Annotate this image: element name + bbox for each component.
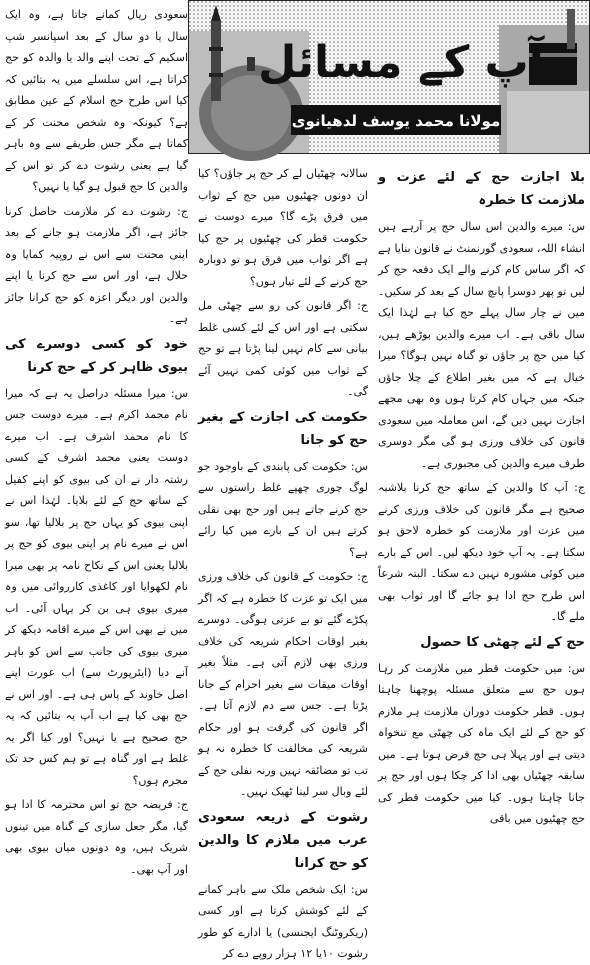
answer-text: ج: اگر قانون کی رو سے چھٹی مل سکتی ہے اور اس کے لئے کسی غلط بیانی سے کام نہیں لینا پڑتا ہے تو حج کے ثواب میں کوئی کمی نہیں آئے گی۔ — [198, 299, 368, 398]
question-text: س: میرا مسئلہ دراصل یہ ہے کہ میرا نام محمد اکرم ہے۔ میرے دوست جس کا نام محمد اشرف ہے۔ اب میرے دوست یعنی محمد اشرف کے کسی رشتہ دار نے ان کی بیوی کو اپنے کفیل کے ساتھ حج کے لئے بلایا۔ لہٰذا اس نے اپنی بیوی کو یہاں حج پر بلالیا تھا، سو اس نے میرے نام پر اپنی بیوی کو حج پر بلالیا یعنی اس کے نکاح نامہ پر بھی میرا نام لکھوایا اور کاغذی کارروائی میں وہ میری بیوی ہی بن کر یہاں آئی۔ اب میں نے بھی اس کے میرے اقامہ دیکھ کر میری بیوی کی جانب سے اس کو باہر آنے دیا (ایئرپورٹ سے) اب عورت اپنے اصل خاوند کے پاس ہی ہے۔ اور اس نے حج بھی کیا ہے اب آپ یہ بتائیں کہ یہ حج صحیح ہے یا نہیں؟ اور کیا اگر یہ غلط ہے اور گناہ ہے تو ہم کس حد تک مجرم ہوں؟ — [5, 386, 188, 787]
column-banner — [188, 0, 590, 154]
question-heading: حج کے لئے چھٹی کا حصول — [420, 634, 585, 650]
banner-title: آپ کے مسائل — [258, 37, 544, 88]
article-column-middle — [198, 163, 368, 960]
answer-text: ج: رشوت دے کر ملازمت حاصل کرنا جائز ہے، اگر ملازمت ہو جانے کے بعد اپنی محنت سے اس نے روپیہ کمایا وہ حلال ہے، اور اس سے حج کرنا یا اپنے والدین اور دیگر اعزہ کو حج کرانا جائز ہے۔ — [5, 204, 188, 325]
question-heading: حکومت کی اجازت کے بغیر حج کو جانا — [198, 409, 368, 448]
answer-text: ج: حکومت کے قانون کی خلاف ورزی میں ایک تو عزت کا خطرہ ہے کہ اگر پکڑے گئے تو بے عزتی ہوگی۔ دوسرے بغیر اوقات احکام شریعہ کی خلاف ورزی بھی لازم آتی ہے۔ مثلاً بغیر اوقات میقات سے بغیر احرام کے جانا پڑتا ہے۔ جس سے دم لازم آتا ہے۔ اگر قانون کی گرفت ہو اور حکام شریعہ کی مخالفت کا خطرہ نہ ہو تب تو مضائقہ نہیں ورنہ نفلی حج کے لئے وبال سر لینا ٹھیک نہیں۔ — [198, 570, 368, 798]
question-heading: خود کو کسی دوسرے کی بیوی ظاہر کر کے حج کرنا — [5, 336, 188, 375]
question-text: س: حکومت کی پابندی کے باوجود جو لوگ چوری چھپے غلط راستوں سے حج کرنے جاتے ہیں اور حج بھی نقلی کرتے ہیں ان کے بارے میں کیا رائے ہے؟ — [198, 459, 368, 559]
question-text: س: میں حکومت قطر میں ملازمت کر رہا ہوں حج سے متعلق مسئلہ پوچھنا چاہتا ہوں۔ قطر حکومت دوران ملازمت ہر ملازم کو حج کے لئے ایک ماہ کی چھٹی مع تنخواہ دیتی ہے اور پہلا ہی حج فرض ہوتا ہے۔ میں سابقہ چھٹیاں بھی ادا کر چکا ہوں اور حج پر جانا چاہتا ہوں۔ کیا میں حکومت قطر کی حج چھٹیوں میں باقی — [378, 661, 585, 825]
question-heading: بلا اجازت حج کے لئے عزت و ملازمت کا خطرہ — [378, 170, 585, 208]
question-text: سالانہ چھٹیاں لے کر حج پر جاؤں؟ کیا ان دونوں چھٹیوں میں حج کے ثواب میں فرق پڑے گا؟ میرے دوست نے حکومت قطر کی چھٹیوں پر حج کیا ہے اگر ثواب میں فرق ہو تو دوبارہ حج کرنے کے لئے تیار ہوں؟ — [198, 167, 368, 288]
answer-text: ج: آپ کا والدین کے ساتھ حج کرنا بلاشبہ صحیح ہے مگر قانون کی خلاف ورزی کرنے میں عزت اور ملازمت کو خطرہ لاحق ہو سکتا ہے۔ یہ آپ خود دیکھ لیں۔ اس کے بارے میں کوئی مشورہ نہیں دے سکتا۔ البتہ شرعاً اس طرح حج ادا ہو جائے گا اور ثواب بھی ملے گا۔ — [378, 481, 585, 623]
banner-artwork — [189, 1, 589, 153]
article-column-right — [378, 163, 585, 825]
question-text: سعودی ریال کمانے جاتا ہے، وہ ایک سال یا دو سال کے بعد اسپانسر شپ اسکیم کے تحت اپنے والد یا والدہ کو حج کراتا ہے، اس سلسلے میں یہ بتائیں کہ کیا اس طرح حج اسلام کے عین مطابق ہے؟ کیونکہ وہ شخص محنت کر کے کماتا ہے مگر جس طریقے سے وہ باہر گیا ہے یعنی رشوت دے کر تو اس کے والدین کا حج قبول ہو گیا یا نہیں؟ — [5, 8, 188, 193]
banner-author: مولانا محمد یوسف لدھیانوی — [291, 112, 501, 130]
question-text: س: میرے والدین اس سال حج پر آرہے ہیں انشاء اللہ، سعودی گورنمنٹ نے قانون بنایا ہے کہ اگر ساس کام کرنے والے ایک دفعہ حج کر لیں تو پھر دوسرا پانچ سال کے بعد کر سکیں۔ میں نے چار سال پہلے حج کیا ہے لہٰذا ایک سال باقی ہے۔ اب میرے والدین بوڑھے ہیں، کیا میں حج پر جاؤں تو گناہ نہیں ہوگا؟ میرا خیال ہے کہ میں بغیر اطلاع کے چلا جاؤں جبکہ میں جہاں کام کرتا ہوں وہ بھی مجھے اجازت نہیں دیں گے، اس معاملہ میں سعودی قانون کی خلاف ورزی ہو گی مگر دوسری طرف میرے والدین کی مجبوری ہے۔ — [378, 220, 585, 470]
answer-text: ج: فریضہ حج تو اس محترمہ کا ادا ہو گیا، مگر جعل سازی کے گناہ میں تینوں شریک ہیں، وہ دونوں میاں بیوی بھی اور آپ بھی۔ — [5, 798, 188, 876]
question-text: س: ایک شخص ملک سے باہر کمانے کے لئے کوشش کرتا ہے اور کسی (ریکروٹنگ ایجنسی) یا ادارے کو طور رشوت ۱۰یا ۱۲ ہزار روپے دے کر — [198, 882, 368, 960]
article-column-left — [5, 4, 188, 876]
question-heading: رشوت کے ذریعہ سعودی عرب میں ملازم کا والدین کو حج کرانا — [198, 809, 368, 871]
